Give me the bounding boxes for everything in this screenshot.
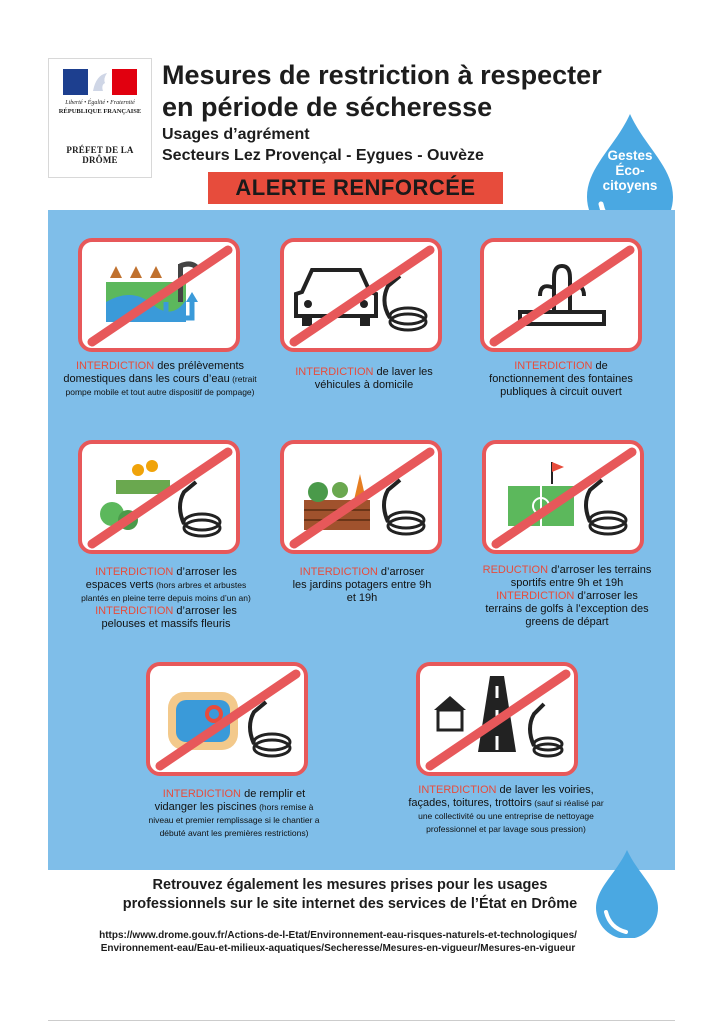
footer-url-line1[interactable]: https://www.drome.gouv.fr/Actions-de-l-Etat/Environnement-eau-risques-naturels-et-technologiques/ xyxy=(99,930,577,941)
caption-golf-keyword: INTERDICTION xyxy=(496,590,575,602)
caption-vegetable-garden-keyword: INTERDICTION xyxy=(299,566,378,578)
restriction-card-sports-fields xyxy=(482,440,644,554)
caption-roads xyxy=(408,784,604,836)
caption-pumping-note: (retrait pompe mobile et tout autre dispositif de pompage) xyxy=(65,374,257,397)
caption-sports-fields xyxy=(478,564,656,629)
caption-car-wash-keyword: INTERDICTION xyxy=(295,366,374,378)
caption-fountain-text: de fonctionnement des fontaines publiques à circuit ouvert xyxy=(489,360,633,398)
page-title-line2: en période de sécheresse xyxy=(162,92,493,122)
page-bottom-divider xyxy=(48,1020,675,1021)
restriction-card-pools xyxy=(146,662,308,776)
caption-roads-keyword: INTERDICTION xyxy=(418,784,497,796)
caption-green-spaces-keyword: INTERDICTION xyxy=(95,566,174,578)
eco-gestures-line3: citoyens xyxy=(602,178,658,193)
footer-line2: professionnels sur le site internet des services de l’État en Drôme xyxy=(122,896,578,912)
restriction-card-fountain xyxy=(480,238,642,352)
eco-gestures-label xyxy=(585,148,675,193)
water-drop-icon xyxy=(582,848,672,938)
eco-gestures-line2: Éco- xyxy=(615,163,645,178)
road-facade-icon xyxy=(420,666,574,772)
car-wash-icon xyxy=(284,242,438,348)
restriction-card-car-wash xyxy=(280,238,442,352)
republic-text: RÉPUBLIQUE FRANÇAISE xyxy=(58,108,142,115)
caption-green-spaces xyxy=(78,566,254,631)
caption-roads-note: (sauf si réalisé par une collectivité ou une entreprise de nettoyage professionnel et par lavage sous pression) xyxy=(418,798,604,834)
fountain-icon xyxy=(484,242,638,348)
page-title-line1: Mesures de restriction à respecter xyxy=(162,60,602,90)
caption-pools xyxy=(144,788,324,840)
eco-gestures-line1: Gestes xyxy=(607,148,653,163)
caption-green-spaces-note: (hors arbres et arbustes plantés en pleine terre depuis moins d’un an) xyxy=(81,580,251,603)
caption-car-wash-text: de laver les véhicules à domicile xyxy=(314,366,433,391)
caption-pools-text: de remplir et vidanger les piscines xyxy=(154,788,306,813)
caption-pools-keyword: INTERDICTION xyxy=(162,788,242,800)
prefet-text: PRÉFET DE LA DRÔME xyxy=(66,145,134,165)
caption-sports-text: d’arroser les terrains sportifs entre 9h et 19h xyxy=(510,564,652,589)
restriction-card-pumping xyxy=(78,238,240,352)
caption-roads-text: de laver les voiries, façades, toitures, trottoirs xyxy=(408,784,594,809)
prefecture-logo xyxy=(48,58,152,178)
marianne-flag-icon xyxy=(63,69,137,95)
pool-icon xyxy=(150,666,304,772)
caption-lawns-keyword: INTERDICTION xyxy=(95,605,174,617)
caption-pumping-text: des prélèvements domestiques dans les cours d’eau xyxy=(63,360,245,385)
caption-vegetable-garden-text: d’arroser les jardins potagers entre 9h et 19h xyxy=(292,566,432,604)
sports-field-icon xyxy=(486,444,640,550)
caption-golf-text: d’arroser les terrains de golfs à l’exception des greens de départ xyxy=(485,590,649,628)
subtitle-usages: Usages d’agrément xyxy=(162,126,310,143)
caption-fountain xyxy=(478,360,644,399)
restrictions-panel xyxy=(48,210,675,870)
footer-line1: Retrouvez également les mesures prises pour les usages xyxy=(152,877,548,893)
restriction-card-vegetable-garden xyxy=(280,440,442,554)
river-pump-icon xyxy=(82,242,236,348)
caption-vegetable-garden xyxy=(292,566,432,605)
caption-green-spaces-text: d’arroser les espaces verts xyxy=(85,566,237,591)
footer-message xyxy=(60,876,640,914)
caption-fountain-keyword: INTERDICTION xyxy=(514,360,593,372)
restriction-card-roads xyxy=(416,662,578,776)
restriction-card-green-spaces xyxy=(78,440,240,554)
caption-sports-keyword: REDUCTION xyxy=(482,564,549,576)
motto-text: Liberté • Égalité • Fraternité xyxy=(65,100,135,106)
footer-url-line2[interactable]: Environnement-eau/Eau-et-milieux-aquatiques/Secheresse/Mesures-en-vigueur/Mesures-en-vigueur xyxy=(100,943,576,954)
caption-lawns-text: d’arroser les pelouses et massifs fleuris xyxy=(101,605,237,630)
caption-pools-note: (hors remise à niveau et premier remplissage si le chantier a débuté avant les premières restrictions) xyxy=(148,802,320,838)
caption-pumping xyxy=(62,360,258,399)
alert-banner: ALERTE RENFORCÉE xyxy=(208,172,503,204)
subtitle-secteurs: Secteurs Lez Provençal - Eygues - Ouvèze xyxy=(162,147,484,164)
caption-pumping-keyword: INTERDICTION xyxy=(75,360,155,372)
caption-car-wash xyxy=(280,366,448,392)
vegetable-garden-icon xyxy=(284,444,438,550)
garden-hose-icon xyxy=(82,444,236,550)
